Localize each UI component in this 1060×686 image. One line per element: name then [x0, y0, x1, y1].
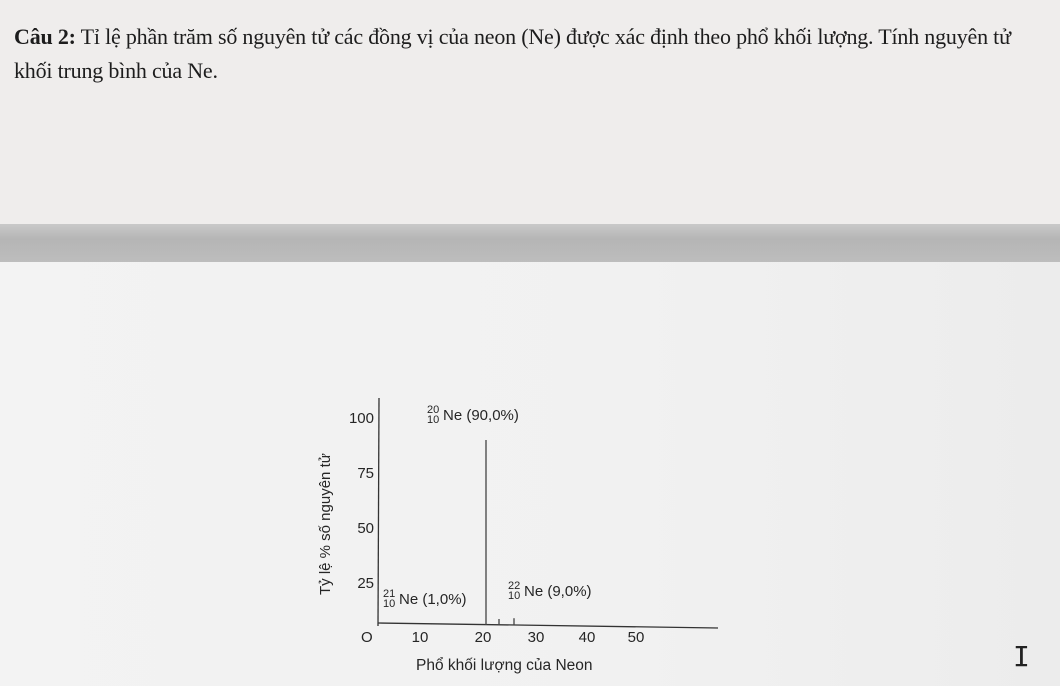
label-20Ne	[427, 404, 519, 426]
atomic-number: 10	[427, 414, 440, 426]
x-tick-label: 20	[474, 629, 492, 646]
mass-number: 20	[427, 404, 440, 416]
x-tick-label: 40	[578, 629, 596, 646]
label-21Ne	[383, 588, 467, 610]
atomic-number: 10	[383, 598, 396, 610]
isotope-label: Ne (90,0%)	[443, 407, 519, 424]
x-tick-label: 30	[527, 629, 545, 646]
y-axis	[378, 398, 379, 626]
y-tick-label: 100	[348, 410, 374, 427]
y-axis-label: Tỷ lệ % số nguyên tử	[317, 453, 334, 595]
isotope-label: Ne (1,0%)	[399, 591, 467, 608]
y-tick-label: 50	[357, 520, 374, 537]
isotope-label: Ne (9,0%)	[524, 583, 592, 600]
x-tick-label: 10	[411, 629, 429, 646]
x-axis-label: Phổ khối lượng của Neon	[416, 657, 593, 674]
y-tick-label: 25	[357, 575, 374, 592]
question-label: Câu 2:	[14, 24, 76, 49]
y-tick-label: 75	[357, 465, 374, 482]
mass-number: 21	[383, 588, 396, 600]
x-tick-label: 50	[627, 629, 645, 646]
x-axis	[378, 623, 718, 628]
text-cursor-icon: I	[1013, 640, 1030, 673]
mass-number: 22	[508, 580, 521, 592]
question-body: Tỉ lệ phần trăm số nguyên tử các đồng vị của neon (Ne) được xác định theo phổ khối lượng. Tính nguyên tử khối trung bình của Ne.	[14, 24, 1011, 83]
label-22Ne	[508, 580, 592, 602]
origin-label: O	[361, 629, 373, 646]
atomic-number: 10	[508, 590, 521, 602]
